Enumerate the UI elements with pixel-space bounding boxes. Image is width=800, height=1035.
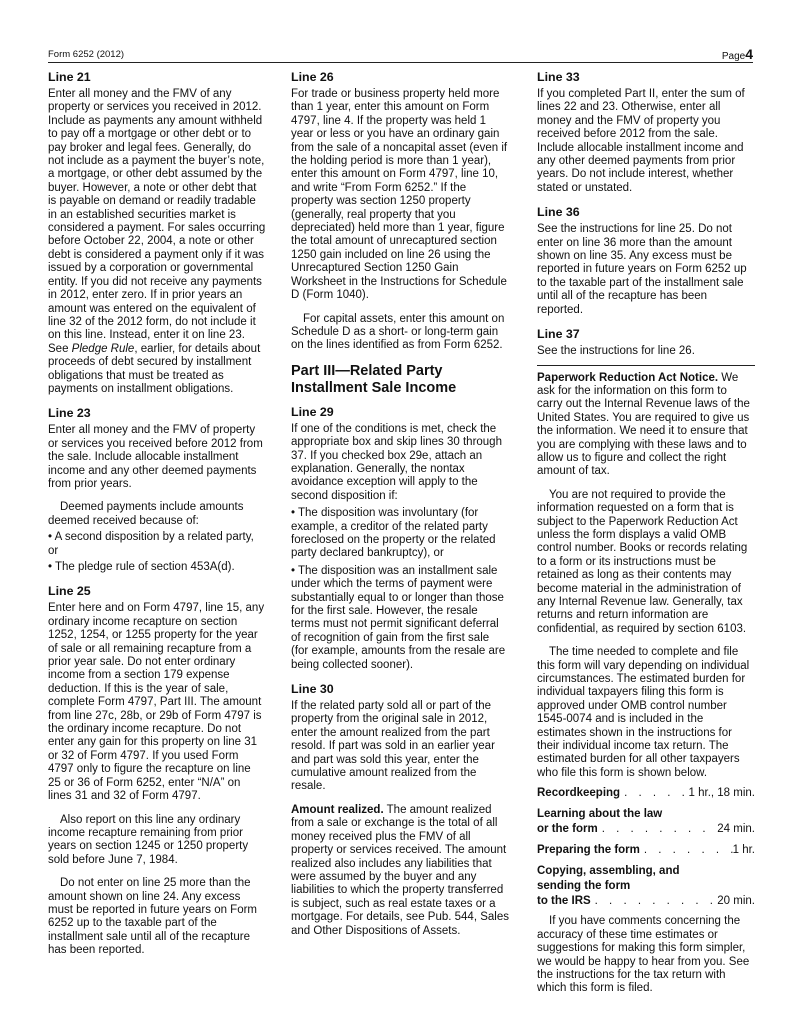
- burden-learning-label-2: or the form: [537, 823, 598, 836]
- page-number: 4: [745, 46, 753, 62]
- amount-realized-body: The amount realized from a sale or exchange is the total of all money received plus the FMV of all property or services received. The amount realized also includes any liabilities that were assumed by the buyer and any liabilities to which the property transferred is subject, such as real estate taxes or a mortgage. For details, see Pub. 544, Sales and Other Dispositions of Assets.: [291, 803, 509, 937]
- line25-heading: Line 25: [48, 584, 91, 599]
- line37-heading: Line 37: [537, 327, 580, 342]
- line30-heading: Line 30: [291, 682, 334, 697]
- paperwork-notice-2: You are not required to provide the information requested on a form that is subject to the Paperwork Reduction Act unless the form displays a valid OMB control number. Books or records relating to a form or its instructions must be retained as long as their contents may become material in the administration of any Internal Revenue law. Generally, tax returns and return information are confidential, as required by section 6103.: [537, 488, 748, 635]
- burden-recordkeeping: [537, 786, 755, 801]
- line26-text-2: For capital assets, enter this amount on Schedule D as a short- or long-term gain on the lines identified as from Form 6252.: [291, 312, 505, 352]
- paperwork-notice-label: Paperwork Reduction Act Notice.: [537, 371, 719, 384]
- leader-dots: [640, 843, 733, 858]
- column-left: [48, 70, 266, 968]
- burden-preparing: [537, 843, 755, 858]
- burden-copying-label-2: sending the form: [537, 880, 631, 893]
- line23-deemed-text: Deemed payments include amounts deemed received because of:: [48, 501, 244, 527]
- line21-text-part2: , earlier, for details about proceeds of debt secured by installment obligations that must be treated as payments on installment obligations.: [48, 342, 261, 395]
- form-label: Form 6252 (2012): [48, 49, 125, 60]
- line23-heading: Line 23: [48, 406, 91, 421]
- comments-text: If you have comments concerning the accuracy of these time estimates or suggestions for making this form simpler, we would be happy to hear from you. See the instructions for the tax return with which this form is filed.: [537, 915, 750, 995]
- part3-heading: Part III—Related Party Installment Sale Income: [291, 362, 457, 396]
- line25-text-3: Do not enter on line 25 more than the amount shown on line 24. Any excess must be reported in future years on Form 6252 up to the taxable part of the installment sale until all of the recapture has been reported.: [48, 877, 258, 957]
- line26-text: For trade or business property held more than 1 year, enter this amount on Form 4797, line 4. If the property was held 1 year or less or you have an ordinary gain from the sale of a noncapital asset (even if the holding period is more than 1 year), enter this amount on Form 4797, line 10, and write “From Form 6252.” If the property was section 1250 property (generally, real property that you depreciated) held more than 1 year, figure the total amount of unrecaptured section 1250 gain included on line 26 using the Unrecaptured Section 1250 Gain Worksheet in the Instructions for Schedule D (Form 1040).: [291, 88, 508, 302]
- burden-preparing-label: Preparing the form: [537, 844, 640, 857]
- line26-heading: Line 26: [291, 70, 334, 84]
- burden-recordkeeping-label: Recordkeeping: [537, 787, 621, 800]
- column-middle: [291, 70, 509, 948]
- section-divider: [537, 365, 755, 366]
- line23-bullet-2: • The pledge rule of section 453A(d).: [48, 561, 235, 573]
- page-indicator: [722, 46, 753, 62]
- line29-bullet-1: • The disposition was involuntary (for example, a creditor of the related party foreclosed on the property or the related party declared bankruptcy), or: [291, 507, 496, 560]
- line21-text: [48, 88, 266, 396]
- amount-realized-text: [291, 804, 509, 938]
- line36-text: See the instructions for line 25. Do not enter on line 36 more than the amount shown on line 35. Any excess must be reported in future years on Form 6252 up to the taxable part of the installment sale until all of the recapture has been reported.: [537, 223, 747, 316]
- burden-recordkeeping-time: 1 hr., 18 min.: [688, 787, 755, 800]
- line33-text: If you completed Part II, enter the sum of lines 22 and 23. Otherwise, enter all money and the FMV of property you received before 2012 from the sale. Include allocable installment income and any other deemed payments from prior years. Do not include interest, whether stated or unstated.: [537, 88, 745, 194]
- line30-text: If the related party sold all or part of the property from the original sale in 2012, enter the amount realized from the part resold. If part was sold in an earlier year and part was sold this year, enter the cumulative amount realized from the resale.: [291, 700, 495, 793]
- burden-copying: [537, 894, 755, 909]
- line29-text: If one of the conditions is met, check the appropriate box and skip lines 30 through 37. If you checked box 29e, attach an explanation. Generally, the nontax avoidance exception will apply to the second disposition if:: [291, 422, 502, 502]
- leader-dots: [591, 894, 718, 909]
- paperwork-notice-3: The time needed to complete and file this form will vary depending on individual circumstances. The estimated burden for individual taxpayers filing this form is approved under OMB control number 1545-0074 and is included in the estimates shown in the instructions for their individual income tax return. The estimated burden for all other taxpayers who file this form is shown below.: [537, 646, 750, 779]
- page-header: [48, 46, 753, 63]
- burden-copying-label-1: Copying, assembling, and: [537, 865, 680, 878]
- pledge-rule-reference: Pledge Rule: [71, 342, 135, 355]
- burden-copying-time: 20 min.: [717, 895, 755, 908]
- line23-bullet-1: • A second disposition by a related party, or: [48, 531, 254, 557]
- line23-text: Enter all money and the FMV of property or services you received before 2012 from the sale. Include allocable installment income and any other deemed payments from prior years.: [48, 424, 263, 490]
- line25-text: Enter here and on Form 4797, line 15, any ordinary income recapture on section 1252, 1254, or 1255 property for the year of sale or all remaining recapture from a prior year sale. Do not enter ordinary income from a section 179 expense deduction. If this is the year of sale, complete Form 4797, Part III. The amount from line 27c, 28b, or 29b of Form 4797 is the ordinary income recapture. Do not enter any gain for this property on line 31 or 32 of Form 4797. If you used Form 4797 only to figure the recapture on line 25 or 36 of Form 6252, enter “N/A” on lines 31 and 32 of Form 4797.: [48, 602, 265, 803]
- burden-copying-label-3: to the IRS: [537, 895, 591, 908]
- burden-learning-time: 24 min.: [717, 823, 755, 836]
- leader-dots: [598, 822, 718, 837]
- burden-preparing-time: 1 hr.: [732, 844, 755, 857]
- burden-learning-label-1: Learning about the law: [537, 808, 663, 821]
- line37-text: See the instructions for line 26.: [537, 345, 695, 358]
- line25-text-2: Also report on this line any ordinary income recapture remaining from prior years on section 1245 or 1250 property sold before June 7, 1984.: [48, 813, 249, 866]
- line21-text-part1: Enter all money and the FMV of any property or services you received in 2012. Include as payments any amount withheld to pay off a mortgage or other debt or to pay broker and legal fees. Generally, do not include as a payment the buyer’s note, a mortgage, or other debt assumed by the buyer. However, a note or other debt that is payable on demand or readily tradable in an established securities market is considered a payment. For sales occurring before October 22, 2004, a note or other debt is considered a payment only if it was issued by a corporation or governmental entity. If you did not receive any payments in 2012, enter zero. If in prior years an amount was entered on the equivalent of line 32 of the 2012 form, do not include it on this line. Instead, enter it on line 23. See: [48, 88, 266, 355]
- line21-heading: Line 21: [48, 70, 91, 84]
- line33-heading: Line 33: [537, 70, 580, 84]
- page-label: Page: [721, 51, 746, 62]
- burden-learning: [537, 822, 755, 837]
- paperwork-notice-body: We ask for the information on this form to carry out the Internal Revenue laws of the United States. You are required to give us the information. We need it to ensure that you are complying with these laws and to allow us to figure and collect the right amount of tax.: [537, 371, 750, 478]
- paperwork-notice: [537, 372, 755, 479]
- line29-heading: Line 29: [291, 404, 334, 419]
- leader-dots: [620, 786, 688, 801]
- line36-heading: Line 36: [537, 205, 580, 220]
- line29-bullet-2: • The disposition was an installment sale under which the terms of payment were substantially equal to or longer than those for the first sale. However, the resale terms must not permit significant deferral of recognition of gain from the first sale (for example, amounts from the resale are being collected sooner).: [291, 564, 506, 671]
- column-right: [537, 70, 755, 1006]
- amount-realized-label: Amount realized.: [291, 803, 384, 816]
